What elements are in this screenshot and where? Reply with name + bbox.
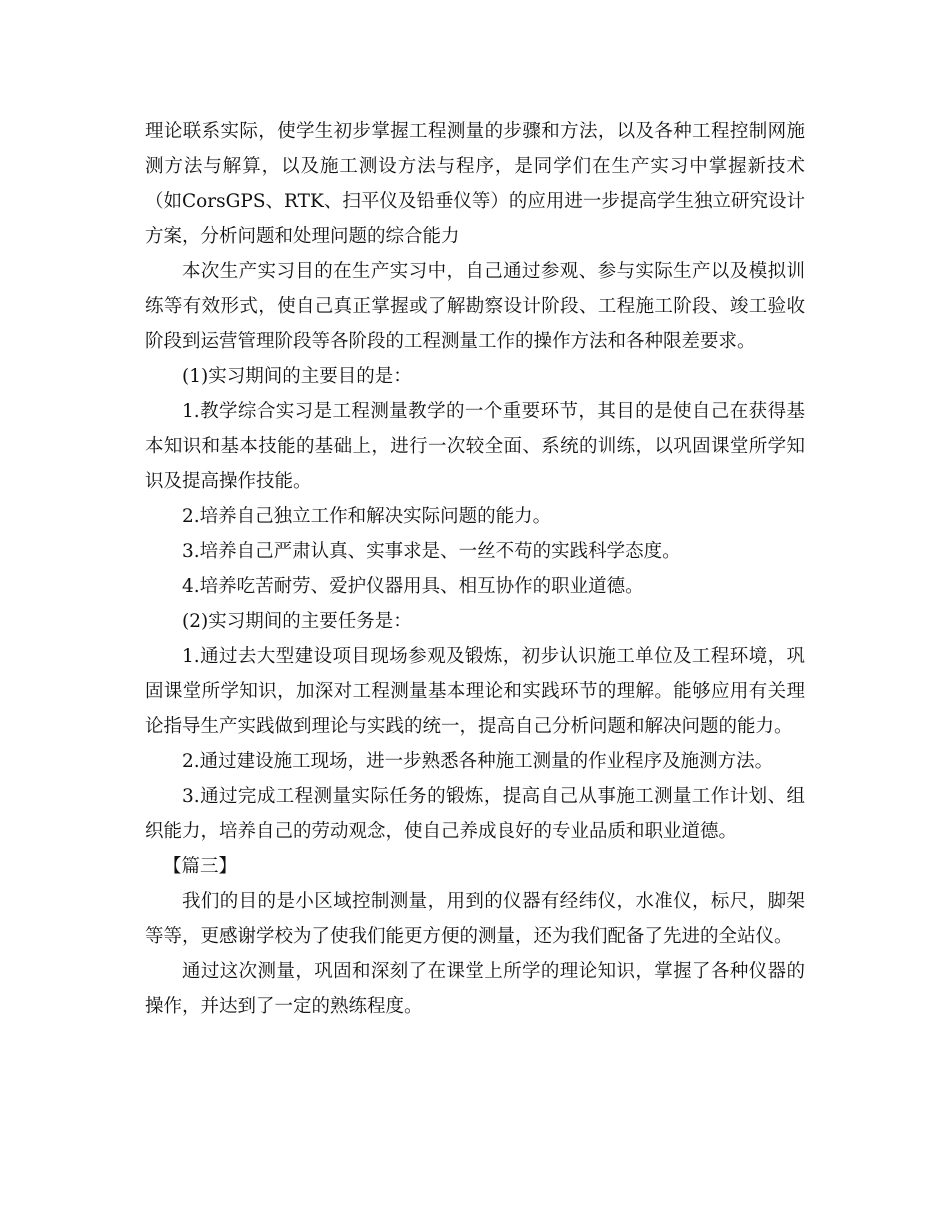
objective-item-2: 2.培养自己独立工作和解决实际问题的能力。 <box>182 506 552 527</box>
task-item-1: 1.通过去大型建设项目现场参观及锻炼，初步认识施工单位及工程环境，巩固课堂所学知识，加深对工程测量基本理论和实践环节的理解。能够应用有关理论指导生产实践做到理论与实践的统一，提高自己分析问题和解决问题的能力。 <box>145 646 805 737</box>
paragraph-intro-continuation: 理论联系实际，使学生初步掌握工程测量的步骤和方法，以及各种工程控制网施测方法与解算，以及施工测设方法与程序，是同学们在生产实习中掌握新技术（如CorsGPS、RTK、扫平仪及铅垂仪等）的应用进一步提高学生独立研究设计方案，分析问题和处理问题的综合能力 <box>145 121 805 247</box>
document-body <box>145 114 805 1024</box>
section-heading-part-three: 【篇三】 <box>163 856 238 877</box>
task-item-3: 3.通过完成工程测量实际任务的锻炼，提高自己从事施工测量工作计划、组织能力，培养自己的劳动观念，使自己养成良好的专业品质和职业道德。 <box>145 786 805 842</box>
objective-item-1: 1.教学综合实习是工程测量教学的一个重要环节，其目的是使自己在获得基本知识和基本技能的基础上，进行一次较全面、系统的训练，以巩固课堂所学知识及提高操作技能。 <box>145 401 805 492</box>
paragraph-measurement-results: 通过这次测量，巩固和深刻了在课堂上所学的理论知识，掌握了各种仪器的操作，并达到了一定的熟练程度。 <box>145 961 805 1017</box>
objective-item-3: 3.培养自己严肃认真、实事求是、一丝不苟的实践科学态度。 <box>182 541 681 562</box>
subheading-main-tasks: (2)实习期间的主要任务是： <box>182 611 412 632</box>
paragraph-measurement-purpose: 我们的目的是小区域控制测量，用到的仪器有经纬仪，水准仪，标尺，脚架等等，更感谢学校为了使我们能更方便的测量，还为我们配备了先进的全站仪。 <box>145 891 805 947</box>
objective-item-4: 4.培养吃苦耐劳、爱护仪器用具、相互协作的职业道德。 <box>182 576 644 597</box>
subheading-main-objectives: (1)实习期间的主要目的是： <box>182 366 412 387</box>
task-item-2: 2.通过建设施工现场，进一步熟悉各种施工测量的作业程序及施测方法。 <box>182 751 774 772</box>
paragraph-internship-purpose: 本次生产实习目的在生产实习中，自己通过参观、参与实际生产以及模拟训练等有效形式，使自己真正掌握或了解勘察设计阶段、工程施工阶段、竣工验收阶段到运营管理阶段等各阶段的工程测量工作的操作方法和各种限差要求。 <box>145 261 805 352</box>
